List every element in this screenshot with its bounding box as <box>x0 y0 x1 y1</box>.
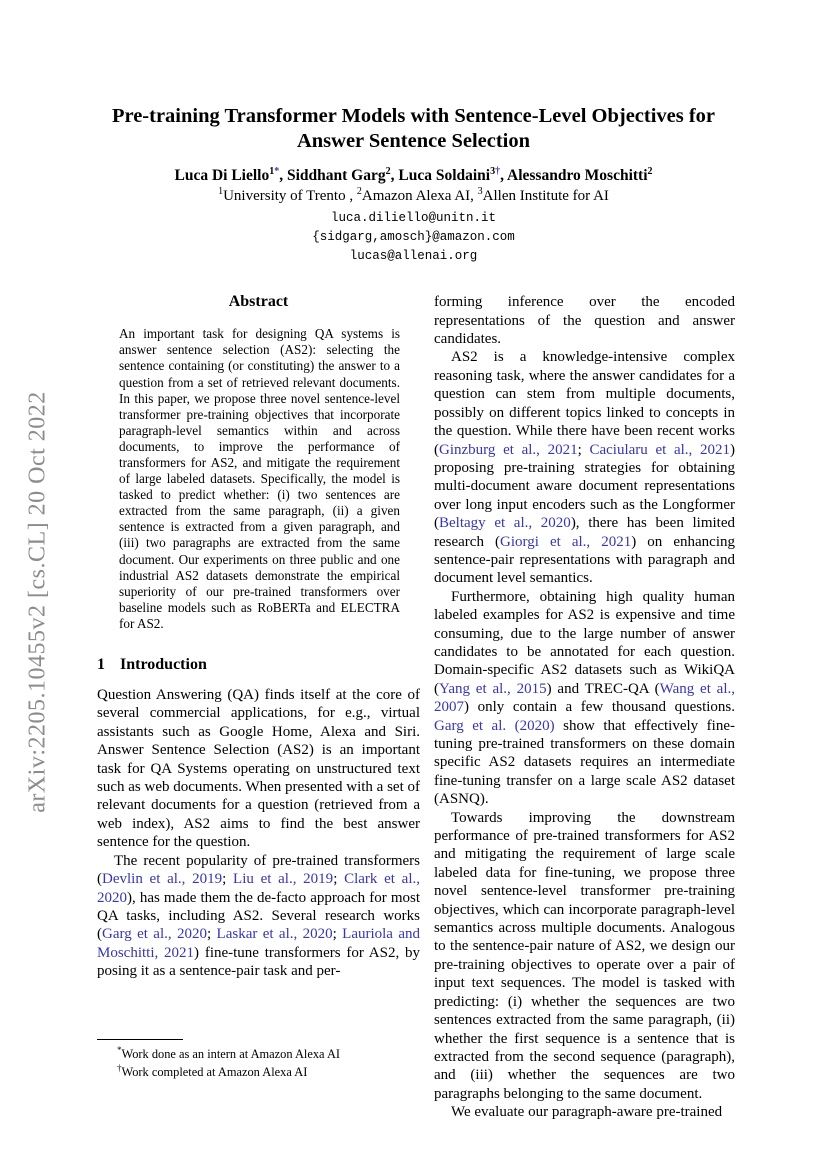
text-segment: forming inference over the encoded representations of the question and answer candidates. <box>434 294 735 348</box>
text-segment: ) on enhancing sentence-pair representations with paragraph and document level semantics. <box>434 533 735 587</box>
text-segment: , Siddhant Garg <box>279 167 386 184</box>
text-segment: ) and TREC-QA ( <box>546 680 660 697</box>
text-segment: , Luca Soldaini <box>390 167 491 184</box>
text-segment: Furthermore, obtaining high quality human labeled examples for AS2 is expensive and time consuming, due to the large number of answer candidates to be annotated for each question. Domain-specific AS2 datasets such as WikiQA ( <box>434 588 735 697</box>
citation-link[interactable]: Garg et al., 2020 <box>102 926 207 943</box>
abstract-heading: Abstract <box>228 293 289 311</box>
superscript-marker: * <box>117 1044 122 1055</box>
citation-link[interactable]: † <box>495 165 501 177</box>
abstract-text: An important task for designing QA systems is answer sentence selection (AS2): selecting the sentence containing (or constituting) the answer to a question from a set of retrieved relevant documents. In this paper, we propose three novel sentence-level transformer pre-training objectives that incorporate paragraph-level semantics within and across documents, to improve the performance of transformers for AS2, and mitigate the requirement of large labeled datasets. Specifically, the model is tasked to predict whether: (i) two sentences are extracted from the same paragraph, (ii) a given sentence is extracted from a given paragraph, and (iii) two paragraphs are extracted from the same document. Our experiments on three public and one industrial AS2 datasets demonstrate the empirical superiority of our pre-trained transformers over baseline models such as RoBERTa and ELECTRA for AS2. <box>119 326 400 631</box>
email-address: {sidgarg,amosch}@amazon.com <box>312 229 515 244</box>
left-column <box>97 293 420 1121</box>
text-segment: ; <box>332 926 343 943</box>
body-paragraph <box>434 809 735 1104</box>
text-segment: show that effectively fine-tuning pre-trained transformers on these domain specific AS2 datasets requires an intermediate fine-tuning transfer on a large scale AS2 dataset (ASNQ). <box>434 717 735 808</box>
arxiv-watermark: arXiv:2205.10455v2 [cs.CL] 20 Oct 2022 <box>24 391 51 813</box>
superscript-marker: 3 <box>490 165 496 177</box>
superscript-marker: 3 <box>477 186 483 197</box>
text-segment: AS2 is a knowledge-intensive complex reasoning task, where the answer candidates for a question can stem from multiple documents, possibly on different topics linked to concepts in the question. While there have been recent works ( <box>434 349 735 458</box>
text-segment: ), has made them the de-facto approach for most QA tasks, including AS2. Several research works ( <box>97 889 420 943</box>
superscript-marker: 2 <box>647 165 653 177</box>
body-paragraph <box>434 293 735 348</box>
two-column-body <box>97 293 735 1121</box>
text-segment: Allen Institute for AI <box>482 188 609 204</box>
citation-link[interactable]: Yang et al., 2015 <box>439 680 547 697</box>
text-segment: , Alessandro Moschitti <box>500 167 648 184</box>
author-line <box>0 167 827 185</box>
text-segment: ) proposing pre-training strategies for obtaining multi-document aware document representations over long input encoders such as the Longformer ( <box>434 441 735 532</box>
paper-title: Pre-training Transformer Models with Sentence-Level Objectives for Answer Sentence Selection <box>111 105 716 152</box>
citation-link[interactable]: Liu et al., 2019 <box>233 871 334 888</box>
citation-link[interactable]: Laskar et al., 2020 <box>216 926 333 943</box>
text-segment: ) fine-tune transformers for AS2, by posing it as a sentence-pair task and per- <box>97 944 420 980</box>
superscript-marker: † <box>117 1062 122 1073</box>
citation-link[interactable]: Giorgi et al., 2021 <box>500 533 632 550</box>
citation-link[interactable]: Caciularu et al., 2021 <box>589 441 730 458</box>
citation-link[interactable]: Lauriola and Moschitti, 2021 <box>97 926 420 961</box>
email-address: lucas@allenai.org <box>349 248 478 263</box>
superscript-marker: 2 <box>356 186 362 197</box>
superscript-marker: 1 <box>269 165 275 177</box>
text-segment: ; <box>222 871 234 888</box>
text-segment: ; <box>206 926 217 943</box>
section-heading-introduction <box>97 656 420 674</box>
body-paragraph <box>434 348 735 587</box>
superscript-marker: 2 <box>385 165 391 177</box>
body-paragraph <box>434 1103 735 1121</box>
section-title: Introduction <box>120 656 207 674</box>
text-segment: Work completed at Amazon Alexa AI <box>121 1065 308 1079</box>
right-column <box>434 293 735 1121</box>
email-address: luca.diliello@unitn.it <box>330 211 497 225</box>
text-segment: ), there has been limited research ( <box>434 515 736 550</box>
text-segment: Towards improving the downstream performance of pre-trained transformers for AS2 and mitigating the requirement of large scale labeled data for fine-tuning, we propose three novel sentence-level transformer pre-training objectives, which can incorporate paragraph-level semantics across multiple documents. Analogous to the sentence-pair nature of AS2, we design our pre-training objectives to operate over a pair of input text sequences. The model is tasked with predicting: (i) whether the sequences are two sentences extracted from the same paragraph, (ii) whether the first sequence is a sentence that is extracted from the second sequence (paragraph), and (iii) whether the sequences are two paragraphs belonging to the same document. <box>434 809 735 1102</box>
email-block <box>0 209 827 265</box>
text-segment: University of Trento , <box>223 188 357 204</box>
footnote-completed <box>97 1063 420 1081</box>
body-paragraph <box>434 588 735 809</box>
citation-link[interactable]: Clark et al., 2020 <box>97 871 420 906</box>
body-paragraph <box>97 852 420 981</box>
footnote-intern <box>97 1045 420 1063</box>
affiliation-line <box>0 188 827 205</box>
text-segment: The recent popularity of pre-trained transformers ( <box>97 852 420 888</box>
superscript-marker: 1 <box>218 186 224 197</box>
text-segment: Question Answering (QA) finds itself at the core of several commercial applications, for e.g., virtual assistants such as Google Home, Alexa and Siri. Answer Sentence Selection (AS2) is an important task for QA Systems operating on unstructured text such as web documents. When presented with a set of relevant documents for a question (retrieved from a web index), AS2 aims to find the best answer sentence for the question. <box>97 687 420 851</box>
citation-link[interactable]: Wang et al., 2007 <box>434 680 736 716</box>
paper-header <box>0 0 827 265</box>
text-segment: Luca Di Liello <box>174 167 270 184</box>
text-segment: ; <box>333 871 345 888</box>
text-segment: We evaluate our paragraph-aware pre-trained <box>451 1104 723 1121</box>
citation-link[interactable]: Garg et al. (2020) <box>434 717 555 734</box>
citation-link[interactable]: * <box>274 165 280 177</box>
citation-link[interactable]: Devlin et al., 2019 <box>102 871 223 888</box>
body-paragraph <box>97 686 420 852</box>
section-number: 1 <box>97 656 105 674</box>
footnote-rule <box>97 1039 183 1040</box>
citation-link[interactable]: Beltagy et al., 2020 <box>439 515 571 532</box>
text-segment: ; <box>577 441 590 458</box>
footnote-block <box>97 1039 420 1081</box>
text-segment: Amazon Alexa AI, <box>361 188 478 204</box>
text-segment: Work done as an intern at Amazon Alexa AI <box>121 1047 341 1061</box>
citation-link[interactable]: Ginzburg et al., 2021 <box>439 441 578 458</box>
text-segment: ) only contain a few thousand questions. <box>464 699 735 716</box>
